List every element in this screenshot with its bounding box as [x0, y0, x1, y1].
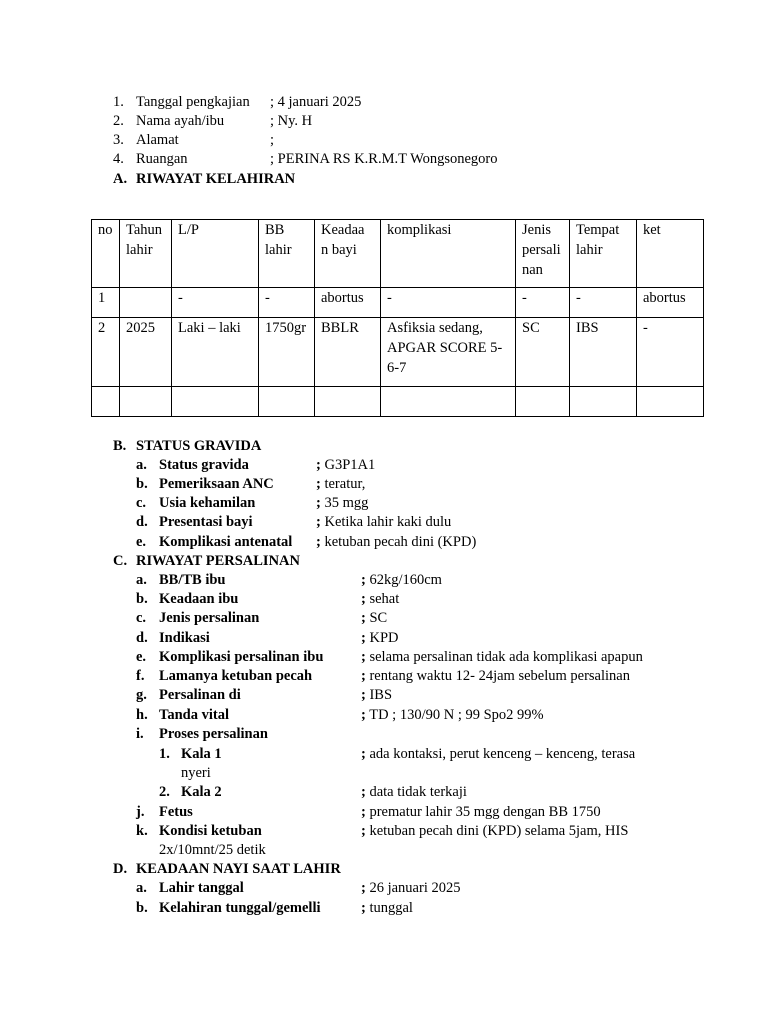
table-cell: BBLR: [315, 318, 381, 387]
item-label: Status gravida: [159, 457, 249, 473]
item-label: Lahir tanggal: [159, 880, 244, 896]
item-separator: ;: [316, 457, 321, 473]
item-letter: i.: [136, 726, 144, 742]
list-number: 1.: [113, 94, 124, 110]
item-separator: ;: [361, 687, 366, 703]
item-separator: ;: [361, 804, 366, 820]
item-label: Presentasi bayi: [159, 514, 253, 530]
item-value: rentang waktu 12- 24jam sebelum persalinan: [365, 668, 630, 684]
list-number: 3.: [113, 132, 124, 148]
table-header-cell: L/P: [172, 220, 259, 288]
table-cell: [172, 387, 259, 417]
item-label: Usia kehamilan: [159, 495, 256, 511]
table-cell: -: [172, 288, 259, 318]
item-value-continuation: nyeri: [181, 765, 211, 781]
item-label: Fetus: [159, 804, 193, 820]
table-cell: [315, 387, 381, 417]
item-letter: b.: [136, 476, 148, 492]
table-row: [92, 318, 704, 387]
section-title: RIWAYAT KELAHIRAN: [136, 171, 296, 187]
table-cell: [637, 387, 704, 417]
table-cell: [516, 387, 570, 417]
field-value: ; 4 januari 2025: [270, 94, 362, 110]
subitem-label: Kala 1: [181, 746, 222, 762]
item-value: 35 mgg: [320, 495, 369, 511]
item-label: Kondisi ketuban: [159, 823, 262, 839]
table-cell: Asfiksia sedang, APGAR SCORE 5- 6-7: [381, 318, 516, 387]
item-separator: ;: [316, 534, 321, 550]
list-number: 2.: [113, 113, 124, 129]
table-cell: -: [637, 318, 704, 387]
table-cell: [570, 387, 637, 417]
table-cell: 1750gr: [259, 318, 315, 387]
section-title: RIWAYAT PERSALINAN: [136, 553, 300, 569]
item-letter: b.: [136, 591, 148, 607]
table-row: [92, 387, 704, 417]
item-separator: ;: [316, 495, 321, 511]
item-letter: j.: [136, 804, 145, 820]
item-label: Lamanya ketuban pecah: [159, 668, 313, 684]
item-label: Persalinan di: [159, 687, 241, 703]
item-label: Keadaan ibu: [159, 591, 239, 607]
item-letter: g.: [136, 687, 147, 703]
list-number: 4.: [113, 151, 124, 167]
item-label: Proses persalinan: [159, 726, 268, 742]
item-value: ada kontaksi, perut kenceng – kenceng, terasa: [365, 746, 636, 762]
item-label: Komplikasi persalinan ibu: [159, 649, 324, 665]
field-value: ; Ny. H: [270, 113, 313, 129]
item-separator: ;: [361, 649, 366, 665]
item-letter: a.: [136, 880, 147, 896]
item-value: SC: [365, 610, 388, 626]
subitem-number: 2.: [159, 784, 170, 800]
item-letter: h.: [136, 707, 148, 723]
table-cell: abortus: [637, 288, 704, 318]
item-value: TD ; 130/90 N ; 99 Spo2 99%: [365, 707, 544, 723]
table-cell: [92, 387, 120, 417]
section-letter: D.: [113, 861, 128, 877]
item-letter: a.: [136, 457, 147, 473]
item-separator: ;: [361, 668, 366, 684]
item-letter: k.: [136, 823, 148, 839]
table-cell: Laki – laki: [172, 318, 259, 387]
subitem-number: 1.: [159, 746, 170, 762]
item-separator: ;: [361, 610, 366, 626]
item-letter: d.: [136, 630, 148, 646]
item-label: Kelahiran tunggal/gemelli: [159, 900, 321, 916]
table-cell: -: [570, 288, 637, 318]
item-letter: d.: [136, 514, 148, 530]
table-cell: -: [381, 288, 516, 318]
table-cell: abortus: [315, 288, 381, 318]
table-cell: [259, 387, 315, 417]
item-separator: ;: [316, 476, 321, 492]
field-label: Tanggal pengkajian: [136, 94, 250, 110]
section-letter: A.: [113, 171, 128, 187]
item-value: sehat: [365, 591, 400, 607]
table-cell: SC: [516, 318, 570, 387]
section-letter: B.: [113, 438, 127, 454]
table-header-cell: Jenis persali nan: [516, 220, 570, 288]
item-letter: e.: [136, 649, 147, 665]
subitem-label: Kala 2: [181, 784, 222, 800]
table-cell: -: [516, 288, 570, 318]
item-value: selama persalinan tidak ada komplikasi apapun: [365, 649, 643, 665]
item-value: tunggal: [365, 900, 413, 916]
field-label: Nama ayah/ibu: [136, 113, 225, 129]
item-label: Indikasi: [159, 630, 210, 646]
section-title: STATUS GRAVIDA: [136, 438, 262, 454]
section-letter: C.: [113, 553, 128, 569]
field-label: Alamat: [136, 132, 179, 148]
item-label: BB/TB ibu: [159, 572, 226, 588]
table-header-cell: BB lahir: [259, 220, 315, 288]
table-header-cell: Keadaa n bayi: [315, 220, 381, 288]
birth-history-table: [91, 219, 704, 417]
item-label: Komplikasi antenatal: [159, 534, 293, 550]
table-cell: [120, 288, 172, 318]
item-value: IBS: [365, 687, 393, 703]
table-header-cell: Tempat lahir: [570, 220, 637, 288]
item-letter: e.: [136, 534, 147, 550]
item-value: 26 januari 2025: [365, 880, 461, 896]
item-value: prematur lahir 35 mgg dengan BB 1750: [365, 804, 601, 820]
item-separator: ;: [361, 591, 366, 607]
item-separator: ;: [316, 514, 321, 530]
item-separator: ;: [361, 572, 366, 588]
item-letter: f.: [136, 668, 145, 684]
item-value: KPD: [365, 630, 399, 646]
item-separator: ;: [361, 880, 366, 896]
table-header-cell: Tahun lahir: [120, 220, 172, 288]
item-separator: ;: [361, 707, 366, 723]
section-title: KEADAAN NAYI SAAT LAHIR: [136, 861, 341, 877]
field-value: ; PERINA RS K.R.M.T Wongsonegoro: [270, 151, 498, 167]
table-row: [92, 288, 704, 318]
table-header-cell: komplikasi: [381, 220, 516, 288]
table-cell: IBS: [570, 318, 637, 387]
item-separator: ;: [361, 823, 366, 839]
item-separator: ;: [361, 900, 366, 916]
table-cell: 2025: [120, 318, 172, 387]
item-letter: c.: [136, 610, 147, 626]
field-label: Ruangan: [136, 151, 188, 167]
item-value-continuation: 2x/10mnt/25 detik: [159, 842, 266, 858]
item-letter: a.: [136, 572, 147, 588]
table-header-row: [92, 220, 704, 288]
table-cell: [120, 387, 172, 417]
item-separator: ;: [361, 630, 366, 646]
item-value: G3P1A1: [320, 457, 376, 473]
field-value: ;: [270, 132, 275, 148]
item-label: Pemeriksaan ANC: [159, 476, 274, 492]
table-cell: 1: [92, 288, 120, 318]
item-value: ketuban pecah dini (KPD) selama 5jam, HIS: [365, 823, 629, 839]
item-value: data tidak terkaji: [365, 784, 467, 800]
table-cell: 2: [92, 318, 120, 387]
item-value: 62kg/160cm: [365, 572, 442, 588]
table-header-cell: ket: [637, 220, 704, 288]
table-cell: -: [259, 288, 315, 318]
item-value: teratur,: [320, 476, 366, 492]
item-separator: ;: [361, 784, 366, 800]
table-header-cell: no: [92, 220, 120, 288]
item-value: ketuban pecah dini (KPD): [320, 534, 477, 550]
item-value: Ketika lahir kaki dulu: [320, 514, 452, 530]
item-label: Tanda vital: [159, 707, 229, 723]
item-separator: ;: [361, 746, 366, 762]
item-letter: c.: [136, 495, 147, 511]
item-label: Jenis persalinan: [159, 610, 260, 626]
table-cell: [381, 387, 516, 417]
item-letter: b.: [136, 900, 148, 916]
